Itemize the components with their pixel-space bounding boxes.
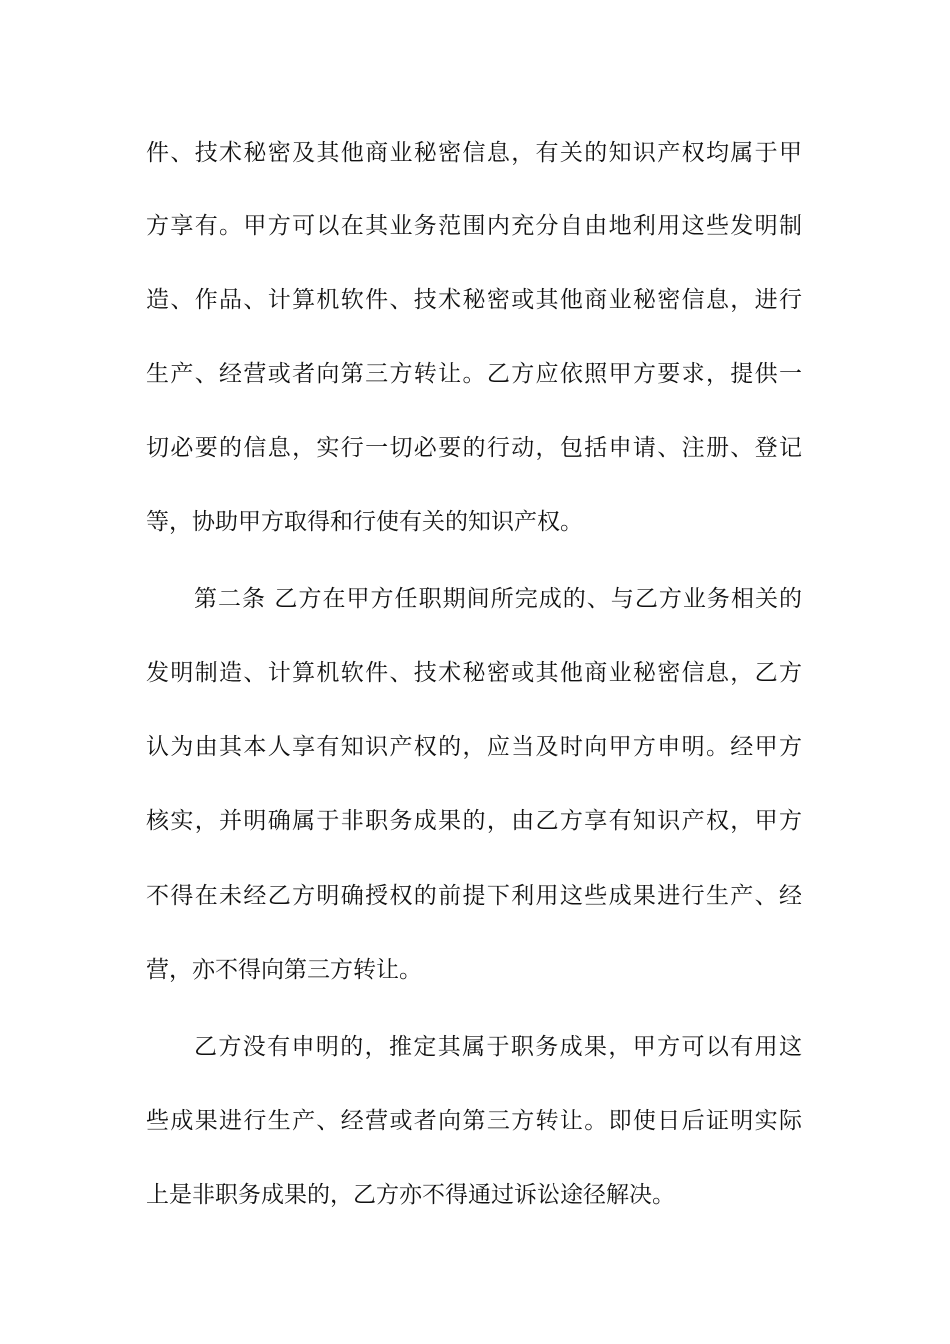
paragraph-line: 上是非职务成果的，乙方亦不得通过诉讼途径解决。 bbox=[146, 1182, 675, 1208]
paragraph-line: 生产、经营或者向第三方转让。乙方应依照甲方要求，提供一 bbox=[146, 361, 802, 387]
paragraph-line: 方享有。甲方可以在其业务范围内充分自由地利用这些发明制 bbox=[146, 213, 802, 239]
paragraph-line: 不得在未经乙方明确授权的前提下利用这些成果进行生产、经 bbox=[146, 883, 802, 909]
paragraph-line: 认为由其本人享有知识产权的，应当及时向甲方申明。经甲方 bbox=[146, 734, 802, 760]
paragraph-line: 造、作品、计算机软件、技术秘密或其他商业秘密信息，进行 bbox=[146, 287, 802, 313]
paragraph-line: 发明制造、计算机软件、技术秘密或其他商业秘密信息，乙方 bbox=[146, 660, 802, 686]
paragraph-line: 些成果进行生产、经营或者向第三方转让。即使日后证明实际 bbox=[146, 1108, 802, 1134]
paragraph-line: 第二条 乙方在甲方任职期间所完成的、与乙方业务相关的 bbox=[194, 586, 802, 612]
paragraph-line: 件、技术秘密及其他商业秘密信息，有关的知识产权均属于甲 bbox=[146, 140, 802, 166]
paragraph-line: 切必要的信息，实行一切必要的行动，包括申请、注册、登记 bbox=[146, 435, 802, 461]
paragraph-line: 乙方没有申明的，推定其属于职务成果，甲方可以有用这 bbox=[194, 1034, 802, 1060]
paragraph-line: 营，亦不得向第三方转让。 bbox=[146, 957, 422, 983]
paragraph-line: 核实，并明确属于非职务成果的，由乙方享有知识产权，甲方 bbox=[146, 808, 802, 834]
paragraph-line: 等，协助甲方取得和行使有关的知识产权。 bbox=[146, 509, 583, 535]
